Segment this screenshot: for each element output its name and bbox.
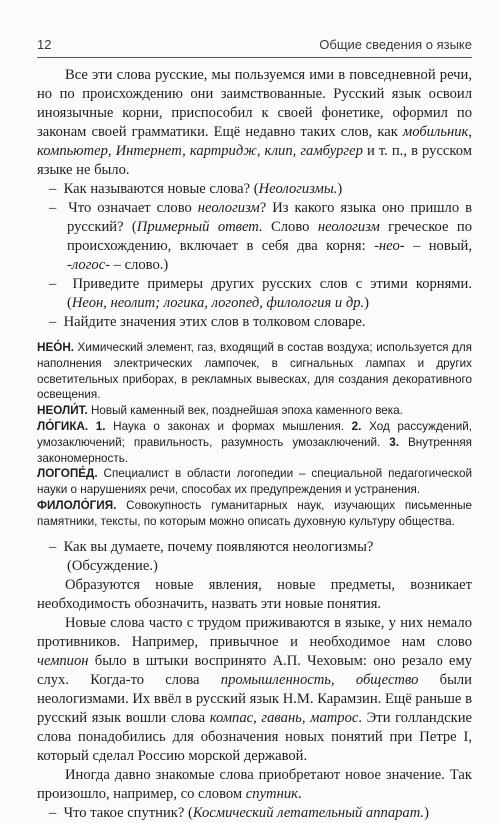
question-satellite: – Что такое спутник? (Космический летательный аппарат.) (49, 804, 429, 821)
glossary-term: ЛО́ГИКА. (37, 419, 89, 433)
glossary-term: ЛОГОПЕ́Д. (37, 467, 98, 481)
glossary-entry-logic: ЛО́ГИКА. 1. Наука о законах и формах мышления. 2. Ход рассуждений, умозаключений; правильность, разумность умозаключений. 3. Внутренняя закономерность. (37, 419, 472, 465)
glossary-term: ФИЛОЛО́ГИЯ. (37, 498, 117, 512)
glossary-entry-philology: ФИЛОЛО́ГИЯ. Совокупность гуманитарных наук, изучающих письменные памятники, тексты, по которым можно описать духовную культуру общества. (37, 498, 472, 528)
example-words: мобильник, компьютер, Интернет, картридж, клип, гамбургер (37, 124, 472, 159)
question-examples: – Приведите примеры других русских слов с этими корнями. (Неон, неолит; логика, логопед, филология и др.) (49, 276, 473, 311)
glossary-term: НЕОЛИ́Т. (37, 404, 88, 418)
page-header (37, 37, 472, 58)
page-body (37, 66, 472, 823)
section-title: Общие сведения о языке (319, 37, 472, 52)
glossary-entry-logoped: ЛОГОПЕ́Д. Специалист в области логопедии – специальной педагогической науки о нарушениях речи, способах их предупреждения и устранения. (37, 467, 472, 497)
question-meaning: – Что означает слово неологизм? Из какого языка оно пришло в русский? (Примерный ответ. Слово неологизм греческое по происхождению, включает в себя два корня: -нео- – новый, -логос- – слово.) (49, 200, 473, 273)
page-number: 12 (37, 37, 52, 52)
paragraph-history: Новые слова часто с трудом приживаются в языке, у них немало противников. Например, привычное и необходимое нам слово чемпион было в штыки воспринято А.П. Чеховым: оно резало ему слух. Когда-то слова промышленность, общество были неологизмами. Их ввёл в русский язык Н.М. Карамзин. Ещё раньше в русский язык вошли слова компас, гавань, матрос. Эти голландские слова понадобились для обозначения новых понятий при Петре I, который сделал Россию морской державой. (37, 614, 473, 764)
glossary-entry-neolith: НЕОЛИ́Т. Новый каменный век, позднейшая эпоха каменного века. (37, 404, 403, 418)
paragraph-new-meaning: Иногда давно знакомые слова приобретают новое значение. Так произошло, например, со словом спутник. (37, 766, 472, 802)
discussion-note: (Обсуждение.) (67, 557, 158, 574)
glossary-entry-neon: НЕО́Н. Химический элемент, газ, входящий в состав воздуха; используется для наполнения электрических лампочек, в сигнальных лампах и других осветительных приборах, в рекламных вывесках, для создания декоративного освещения. (37, 341, 472, 402)
question-why: – Как вы думаете, почему появляются неологизмы? (49, 538, 374, 555)
paragraph-new-phenomena: Образуются новые явления, новые предметы, возникает необходимость обозначить, назвать эти новые понятия. (37, 576, 472, 612)
question-dictionary: – Найдите значения этих слов в толковом словаре. (49, 314, 366, 330)
glossary-term: НЕО́Н. (37, 341, 75, 354)
question-neologisms: – Как называются новые слова? (Неологизмы.) (49, 181, 343, 197)
intro-paragraph: Все эти слова русские, мы пользуемся ими в повседневной речи, но по происхождению они заимствованные. Русский язык освоил иноязычные корни, приспособил к своей фонетике, оформил по законам своей грамматики. Ещё недавно таких слов, как мобильник, компьютер, Интернет, картридж, клип, гамбургер и т. п., в русском языке не было. (37, 67, 473, 178)
